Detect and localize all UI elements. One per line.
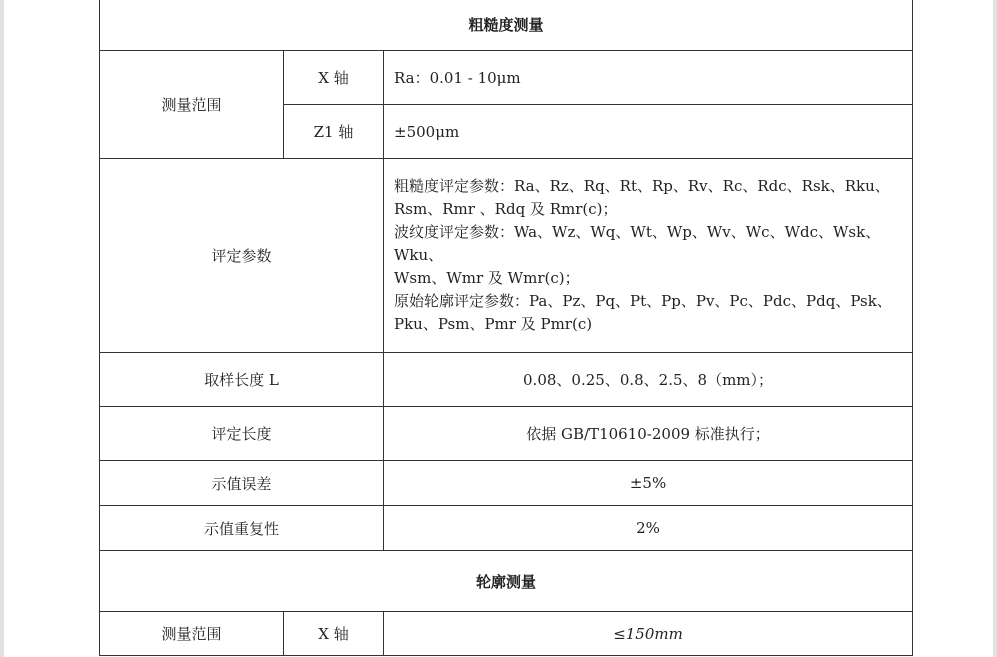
x-axis-label: X 轴 (284, 51, 384, 105)
table-row (100, 461, 913, 506)
table-row (100, 612, 913, 656)
sample-length-label: 取样长度 L (100, 353, 384, 407)
spec-table (99, 0, 913, 656)
table-row (100, 551, 913, 612)
table-row (100, 51, 913, 105)
table-row (100, 0, 913, 51)
x-axis-value: Ra：0.01 - 10μm (384, 51, 913, 105)
eval-params-label: 评定参数 (100, 159, 384, 353)
page-edge-right (993, 0, 997, 657)
table-row (100, 159, 913, 353)
profile-x-axis-value: ≤150mm (384, 612, 913, 656)
eval-params-line: Wsm、Wmr 及 Wmr(c)； (394, 269, 580, 287)
table-row (100, 407, 913, 461)
eval-params-line: Rsm、Rmr 、Rdq 及 Rmr(c)； (394, 200, 618, 218)
error-label: 示值误差 (100, 461, 384, 506)
z-axis-label: Z1 轴 (284, 105, 384, 159)
repeat-label: 示值重复性 (100, 506, 384, 551)
eval-params-line: Pku、Psm、Pmr 及 Pmr(c) (394, 315, 593, 333)
section-title-profile: 轮廓测量 (100, 551, 913, 612)
eval-length-label: 评定长度 (100, 407, 384, 461)
eval-params-cell (384, 159, 913, 353)
profile-range-label: 测量范围 (100, 612, 284, 656)
table-row (100, 353, 913, 407)
page-edge-left (0, 0, 4, 657)
eval-length-value: 依据 GB/T10610-2009 标准执行； (384, 407, 913, 461)
range-label: 测量范围 (100, 51, 284, 159)
error-value: ±5% (384, 461, 913, 506)
eval-params-line: 原始轮廓评定参数：Pa、Pz、Pq、Pt、Pp、Pv、Pc、Pdc、Pdq、Psk、 (394, 292, 892, 310)
eval-params-line: 粗糙度评定参数：Ra、Rz、Rq、Rt、Rp、Rv、Rc、Rdc、Rsk、Rku、 (394, 177, 890, 195)
table-row (100, 506, 913, 551)
repeat-value: 2% (384, 506, 913, 551)
profile-x-axis-label: X 轴 (284, 612, 384, 656)
eval-params-line: 波纹度评定参数：Wa、Wz、Wq、Wt、Wp、Wv、Wc、Wdc、Wsk、Wku、 (394, 223, 881, 264)
z-axis-value: ±500μm (384, 105, 913, 159)
sample-length-value: 0.08、0.25、0.8、2.5、8（mm）； (384, 353, 913, 407)
section-title-roughness: 粗糙度测量 (100, 0, 913, 51)
